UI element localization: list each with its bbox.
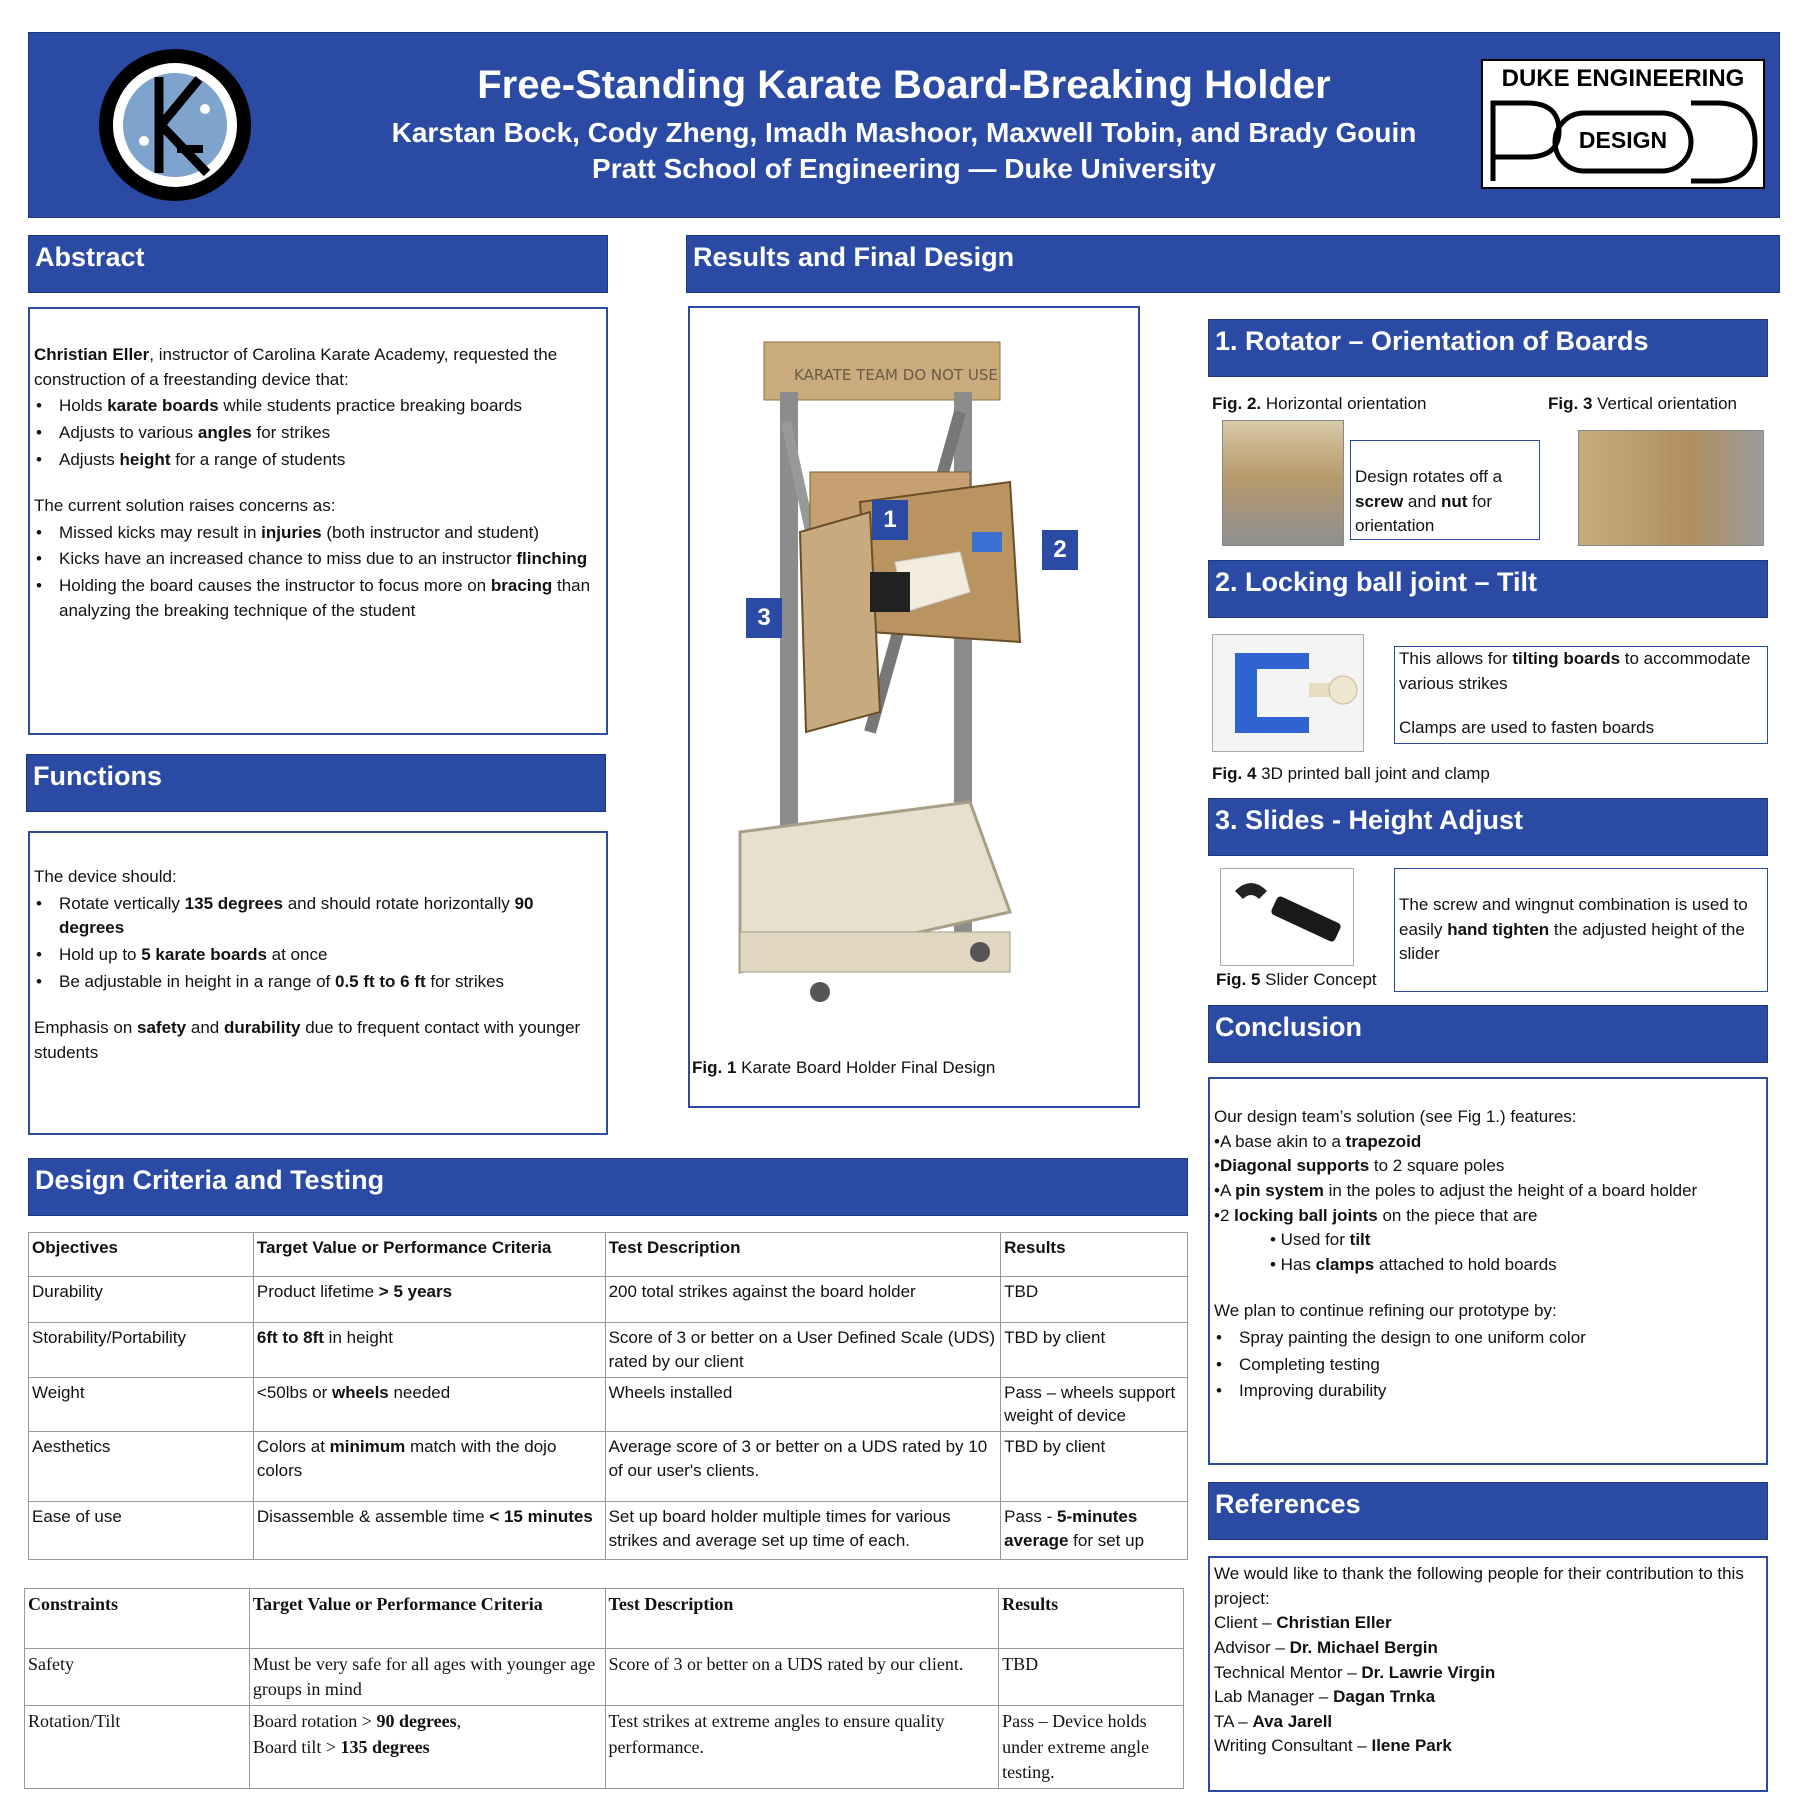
results-heading: Results and Final Design [686,235,1780,293]
table-row: Safety Must be very safe for all ages with younger age groups in mind Score of 3 or better on a UDS rated by our client. TBD [25,1649,1184,1706]
fig4-photo [1212,634,1364,752]
list-item: •A pin system in the poles to adjust the height of a board holder [1214,1180,1698,1200]
kca-logo [99,49,251,201]
constraints-table [24,1588,1184,1789]
table-row: Weight <50lbs or wheels needed Wheels installed Pass – wheels support weight of device [29,1377,1188,1432]
list-item: •A base akin to a trapezoid [1214,1131,1422,1151]
marker-2: 2 [1042,530,1078,570]
fig3-caption: Fig. 3 Vertical orientation [1548,394,1737,413]
list-item: • Holding the board causes the instructor to focus more on bracing than analyzing the breaking technique of the student [34,574,602,623]
logo-design-word: DESIGN [1578,127,1668,153]
table-header-row: Constraints Target Value or Performance Criteria Test Description Results [25,1589,1184,1649]
poster-affiliation: Pratt School of Engineering — Duke University [592,153,1216,184]
board-holder-photo [720,332,1110,1022]
poster-title: Free-Standing Karate Board-Breaking Holder [477,63,1331,107]
list-item: • Rotate vertically 135 degrees and should rotate horizontally 90 degrees [34,892,602,941]
list-item: • Missed kicks may result in injuries (both instructor and student) [34,521,602,546]
table-row: Durability Product lifetime > 5 years 200 total strikes against the board holder TBD [29,1277,1188,1323]
list-item: • Completing testing [1214,1353,1762,1378]
abstract-concerns [34,521,602,624]
table-row: Aesthetics Colors at minimum match with the dojo colors Average score of 3 or better on a UDS rated by 10 of our user's clients. TBD by client [29,1432,1188,1502]
list-item: TA – Ava Jarell [1214,1711,1333,1731]
abstract-requirements [34,394,602,472]
table-row: Rotation/Tilt Board rotation > 90 degrees, Board tilt > 135 degrees Test strikes at extreme angles to ensure quality performance. Pass – Device holds under extreme angle testing. [25,1706,1184,1789]
list-item: •2 locking ball joints on the piece that are [1214,1205,1538,1225]
slides-note: The screw and wingnut combination is used to easily hand tighten the adjusted height of the slider [1394,868,1768,992]
list-item: Client – Christian Eller [1214,1613,1392,1633]
poster-authors: Karstan Bock, Cody Zheng, Imadh Mashoor, Maxwell Tobin, and Brady Gouin [391,117,1417,148]
marker-1: 1 [872,500,908,540]
table-row: Ease of use Disassemble & assemble time < 15 minutes Set up board holder multiple times for various strikes and average set up time of each. Pass - 5-minutes average for set up [29,1502,1188,1560]
list-item: • Holds karate boards while students practice breaking boards [34,394,602,419]
list-item: • Spray painting the design to one uniform color [1214,1326,1762,1351]
fig5-caption: Fig. 5 Slider Concept [1216,970,1377,989]
conclusion-heading: Conclusion [1208,1005,1768,1063]
fig2-caption: Fig. 2. Horizontal orientation [1212,394,1427,413]
rotator-note: Design rotates off a screw and nut for orientation [1350,440,1540,540]
list-item: • Improving durability [1214,1379,1762,1404]
fig4-caption: Fig. 4 3D printed ball joint and clamp [1212,764,1490,783]
slides-heading: 3. Slides - Height Adjust [1208,798,1768,856]
functions-heading: Functions [26,754,606,812]
abstract-heading: Abstract [28,235,608,293]
duke-pod-logo [1481,59,1765,189]
list-item: Advisor – Dr. Michael Bergin [1214,1637,1438,1657]
marker-3: 3 [746,598,782,638]
references-box: We would like to thank the following people for their contribution to this project: Client – Christian Eller Advisor – Dr. Michael Bergin Technical Mentor – Dr. Lawrie Virgin Lab Manager – Dagan Trnka TA – Ava Jarell Writing Consultant – Ilene Park [1208,1556,1768,1792]
fig5-photo [1220,868,1354,966]
list-item: • Be adjustable in height in a range of 0.5 ft to 6 ft for strikes [34,970,602,995]
board-handwriting: KARATE TEAM DO NOT USE [794,366,998,384]
conclusion-plans [1214,1326,1762,1404]
abstract-box [28,307,608,735]
list-item: • Has clamps attached to hold boards [1270,1254,1557,1274]
fig1-caption: Fig. 1 Karate Board Holder Final Design [692,1058,996,1077]
criteria-heading: Design Criteria and Testing [28,1158,1188,1216]
functions-list [34,892,602,995]
list-item: Technical Mentor – Dr. Lawrie Virgin [1214,1662,1496,1682]
conclusion-box: Our design team’s solution (see Fig 1.) features: •A base akin to a trapezoid •Diagonal supports to 2 square poles •A pin system in the poles to adjust the height of a board holder •2 locking ball joints on the piece that are • Used for tilt • Has clamps attached to hold boards We plan to continue refining our prototype by: • Spray painting the design to one uniform color • Completing testing • Improving durability [1208,1077,1768,1465]
rotator-heading: 1. Rotator – Orientation of Boards [1208,319,1768,377]
functions-intro: The device should: [34,867,177,886]
list-item: • Kicks have an increased chance to miss due to an instructor flinching [34,547,602,572]
objectives-table [28,1232,1188,1560]
ball-joint-note: This allows for tilting boards to accommodate various strikes Clamps are used to fasten boards [1394,646,1768,744]
references-heading: References [1208,1482,1768,1540]
pod-logo-letters [0,0,2,1]
functions-box [28,831,608,1135]
list-item: • Used for tilt [1270,1230,1371,1250]
logo-top-text: DUKE ENGINEERING [1501,65,1745,92]
fig1-frame [688,306,1140,1108]
ball-joint-heading: 2. Locking ball joint – Tilt [1208,560,1768,618]
constraints-table-wrap [24,1588,1184,1789]
list-item: Writing Consultant – Ilene Park [1214,1736,1452,1756]
abstract-intro: Christian Eller, instructor of Carolina Karate Academy, requested the construction of a freestanding device that: [34,345,558,389]
functions-emphasis: Emphasis on safety and durability due to frequent contact with younger students [34,1018,581,1062]
fig3-photo [1578,430,1764,546]
objectives-table-wrap [28,1232,1188,1560]
list-item: Lab Manager – Dagan Trnka [1214,1687,1436,1707]
fig2-photo [1222,420,1344,546]
table-row: Storability/Portability 6ft to 8ft in height Score of 3 or better on a User Defined Scale (UDS) rated by our client TBD by client [29,1323,1188,1378]
list-item: • Adjusts height for a range of students [34,448,602,473]
list-item: •Diagonal supports to 2 square poles [1214,1156,1505,1176]
list-item: • Adjusts to various angles for strikes [34,421,602,446]
header-banner [28,32,1780,218]
abstract-concern-intro: The current solution raises concerns as: [34,496,336,516]
table-header-row: Objectives Target Value or Performance Criteria Test Description Results [29,1233,1188,1277]
list-item: • Hold up to 5 karate boards at once [34,943,602,968]
